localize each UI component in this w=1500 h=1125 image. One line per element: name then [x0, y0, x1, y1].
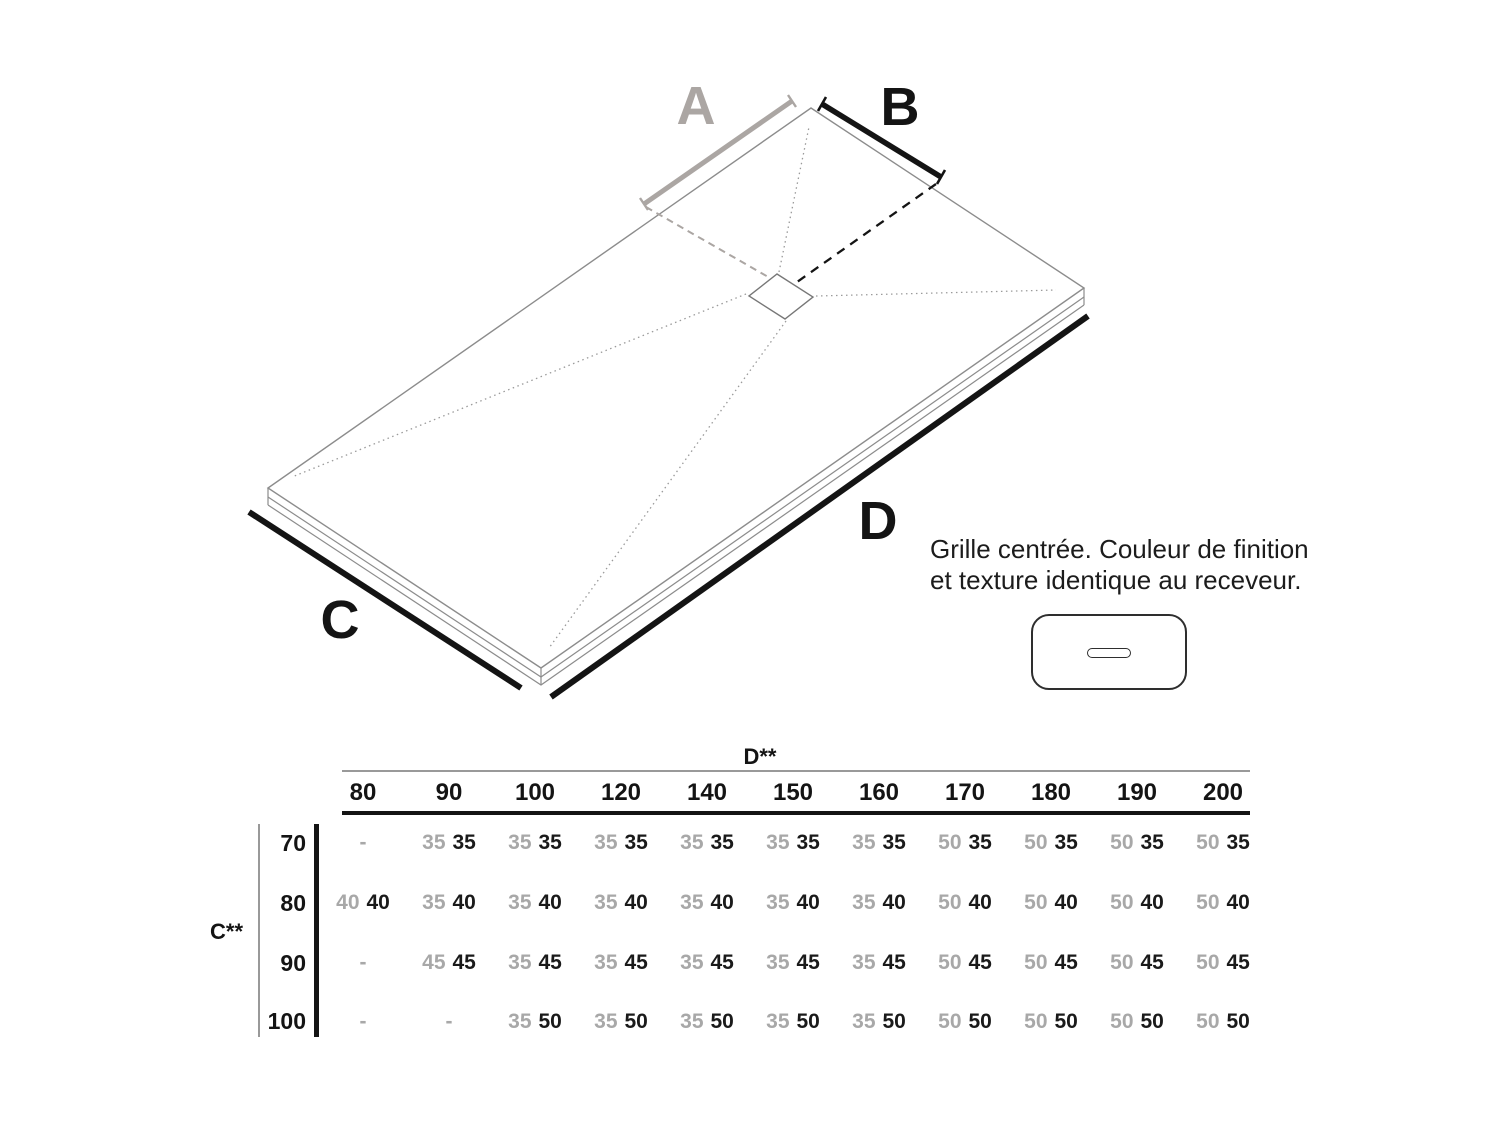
- table-header-row: [320, 781, 1266, 805]
- cell-value-gray: 35: [594, 1010, 618, 1033]
- cell-value-black: 35: [1140, 831, 1164, 854]
- drain-grille-icon: [1031, 614, 1187, 690]
- cell-value-gray: 35: [594, 951, 618, 974]
- table-cell: [750, 832, 836, 854]
- empty-cell-dash: -: [359, 951, 367, 974]
- cell-value-gray: 50: [1024, 951, 1048, 974]
- cell-value-gray: 35: [852, 1010, 876, 1033]
- cell-value-gray: 50: [938, 891, 962, 914]
- cell-value-gray: 50: [1196, 831, 1220, 854]
- table-cell: [836, 1011, 922, 1033]
- table-cell: [750, 892, 836, 914]
- table-cell: [664, 832, 750, 854]
- cell-value-gray: 40: [336, 891, 360, 914]
- cell-value-gray: 35: [766, 831, 790, 854]
- cell-value-black: 35: [796, 831, 820, 854]
- row-header: 70: [280, 830, 306, 856]
- cell-value-black: 40: [624, 891, 648, 914]
- column-header: 100: [514, 779, 556, 806]
- row-header: 90: [280, 950, 306, 976]
- cell-value-gray: 50: [1024, 891, 1048, 914]
- cell-value-black: 45: [1226, 951, 1250, 974]
- cell-value-gray: 35: [852, 891, 876, 914]
- dim-label-b: B: [880, 77, 920, 137]
- cell-value-black: 35: [1054, 831, 1078, 854]
- cell-value-gray: 35: [508, 951, 532, 974]
- cell-value-gray: 35: [422, 831, 446, 854]
- table-cell: [922, 952, 1008, 974]
- table-top-rule: [342, 770, 1250, 772]
- cell-value-black: 40: [1054, 891, 1078, 914]
- cell-value-black: 35: [1226, 831, 1250, 854]
- cell-value-gray: 35: [766, 891, 790, 914]
- cell-value-gray: 35: [508, 1010, 532, 1033]
- table-cell: [492, 892, 578, 914]
- column-header: 170: [944, 779, 986, 806]
- cell-value-gray: 35: [852, 951, 876, 974]
- cell-value-black: 45: [624, 951, 648, 974]
- table-cell: [320, 1011, 406, 1033]
- table-cell: [320, 832, 406, 854]
- cell-value-black: 45: [1054, 951, 1078, 974]
- cell-value-gray: 50: [938, 831, 962, 854]
- empty-cell-dash: -: [445, 1010, 453, 1033]
- note-line-2: et texture identique au receveur.: [930, 565, 1302, 595]
- cell-value-black: 45: [796, 951, 820, 974]
- table-cell: [320, 952, 406, 974]
- table-left-thick-rule: [314, 824, 319, 1037]
- table-cell: [320, 892, 406, 914]
- table-cell: [836, 832, 922, 854]
- table-cell: [1094, 1011, 1180, 1033]
- cell-value-gray: 50: [1196, 951, 1220, 974]
- cell-value-black: 45: [538, 951, 562, 974]
- table-cell: [750, 952, 836, 974]
- table-cell: [492, 952, 578, 974]
- empty-cell-dash: -: [359, 831, 367, 854]
- column-header: 90: [435, 779, 463, 806]
- table-cell: [492, 1011, 578, 1033]
- cell-value-black: 45: [968, 951, 992, 974]
- cell-value-black: 35: [882, 831, 906, 854]
- column-header: 140: [686, 779, 728, 806]
- table-cell: [664, 892, 750, 914]
- cell-value-black: 40: [968, 891, 992, 914]
- cell-value-gray: 35: [508, 891, 532, 914]
- table-cell: [578, 1011, 664, 1033]
- dim-label-d: D: [858, 491, 898, 551]
- table-row: [320, 892, 1266, 914]
- table-cell: [922, 892, 1008, 914]
- cell-value-black: 35: [624, 831, 648, 854]
- cell-value-black: 45: [452, 951, 476, 974]
- column-header: 150: [772, 779, 814, 806]
- table-row-group-label: C**: [210, 919, 244, 944]
- table-cell: [578, 832, 664, 854]
- note-line-1: Grille centrée. Couleur de finition: [930, 534, 1309, 564]
- table-cell: [406, 832, 492, 854]
- table-cell: [406, 952, 492, 974]
- cell-value-black: 40: [452, 891, 476, 914]
- cell-value-gray: 50: [1110, 1010, 1134, 1033]
- cell-value-gray: 35: [852, 831, 876, 854]
- cell-value-gray: 35: [680, 891, 704, 914]
- table-cell: [922, 1011, 1008, 1033]
- cell-value-gray: 35: [508, 831, 532, 854]
- cell-value-gray: 50: [938, 1010, 962, 1033]
- column-header: 160: [858, 779, 900, 806]
- cell-value-black: 40: [796, 891, 820, 914]
- table-cell: [492, 832, 578, 854]
- table-cell: [1008, 1011, 1094, 1033]
- table-left-thin-rule: [258, 824, 260, 1037]
- cell-value-black: 35: [452, 831, 476, 854]
- table-cell: [406, 892, 492, 914]
- cell-value-black: 45: [882, 951, 906, 974]
- table-cell: [406, 1011, 492, 1033]
- table-cell: [750, 1011, 836, 1033]
- cell-value-black: 50: [882, 1010, 906, 1033]
- cell-value-black: 40: [1226, 891, 1250, 914]
- cell-value-gray: 50: [938, 951, 962, 974]
- table-cell: [1008, 892, 1094, 914]
- table-cell: [578, 892, 664, 914]
- table-cell: [1180, 1011, 1266, 1033]
- cell-value-black: 40: [538, 891, 562, 914]
- table-cell: [1008, 832, 1094, 854]
- table-cell: [1180, 892, 1266, 914]
- table-row: [320, 1011, 1266, 1033]
- cell-value-gray: 35: [680, 831, 704, 854]
- cell-value-gray: 35: [766, 951, 790, 974]
- cell-value-black: 50: [968, 1010, 992, 1033]
- cell-value-black: 40: [1140, 891, 1164, 914]
- cell-value-gray: 35: [594, 891, 618, 914]
- cell-value-gray: 35: [766, 1010, 790, 1033]
- table-cell: [1094, 952, 1180, 974]
- cell-value-gray: 45: [422, 951, 446, 974]
- grille-slot-icon: [1087, 648, 1131, 658]
- cell-value-black: 35: [538, 831, 562, 854]
- column-header: 190: [1116, 779, 1158, 806]
- table-column-group-label: D**: [743, 744, 777, 769]
- cell-value-black: 50: [710, 1010, 734, 1033]
- table-row: [320, 952, 1266, 974]
- table-cell: [1094, 892, 1180, 914]
- column-header: 180: [1030, 779, 1072, 806]
- cell-value-black: 40: [710, 891, 734, 914]
- row-header: 100: [267, 1008, 306, 1034]
- cell-value-black: 35: [710, 831, 734, 854]
- dim-label-a: A: [676, 76, 716, 136]
- table-cell: [922, 832, 1008, 854]
- table-cell: [836, 892, 922, 914]
- cell-value-black: 50: [538, 1010, 562, 1033]
- cell-value-gray: 50: [1196, 1010, 1220, 1033]
- empty-cell-dash: -: [359, 1010, 367, 1033]
- cell-value-gray: 50: [1196, 891, 1220, 914]
- table-cell: [1180, 832, 1266, 854]
- cell-value-gray: 35: [422, 891, 446, 914]
- cell-value-black: 45: [710, 951, 734, 974]
- table-cell: [836, 952, 922, 974]
- table-cell: [664, 1011, 750, 1033]
- table-cell: [1094, 832, 1180, 854]
- cell-value-gray: 50: [1024, 831, 1048, 854]
- column-header: 200: [1202, 779, 1244, 806]
- cell-value-black: 45: [1140, 951, 1164, 974]
- cell-value-black: 50: [624, 1010, 648, 1033]
- row-header: 80: [280, 890, 306, 916]
- cell-value-gray: 50: [1110, 951, 1134, 974]
- table-cell: [1008, 952, 1094, 974]
- cell-value-black: 50: [1226, 1010, 1250, 1033]
- cell-value-gray: 35: [594, 831, 618, 854]
- cell-value-gray: 50: [1110, 891, 1134, 914]
- cell-value-black: 50: [1054, 1010, 1078, 1033]
- table-header-rule: [342, 811, 1250, 815]
- table-cell: [1180, 952, 1266, 974]
- dim-label-c: C: [320, 590, 360, 650]
- cell-value-black: 40: [366, 891, 390, 914]
- table-cell: [578, 952, 664, 974]
- cell-value-gray: 50: [1110, 831, 1134, 854]
- cell-value-black: 50: [796, 1010, 820, 1033]
- column-header: 80: [349, 779, 377, 806]
- table-cell: [664, 952, 750, 974]
- cell-value-gray: 35: [680, 951, 704, 974]
- cell-value-black: 35: [968, 831, 992, 854]
- cell-value-black: 50: [1140, 1010, 1164, 1033]
- table-row: [320, 832, 1266, 854]
- cell-value-gray: 35: [680, 1010, 704, 1033]
- cell-value-gray: 50: [1024, 1010, 1048, 1033]
- column-header: 120: [600, 779, 642, 806]
- cell-value-black: 40: [882, 891, 906, 914]
